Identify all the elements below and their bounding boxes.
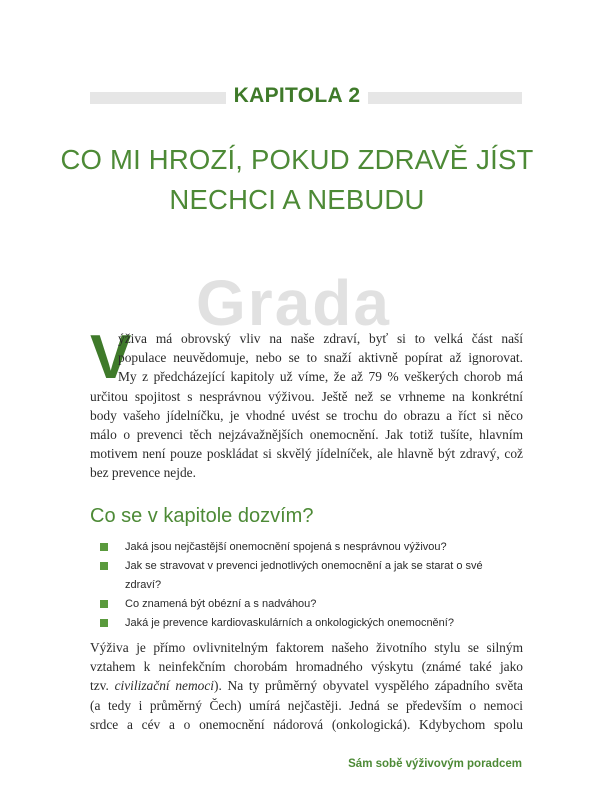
intro-line: body vašeho jídelníčku, je vhodné uvést se trochu do obrazu a říct si něco (90, 407, 523, 423)
watermark: Grada (196, 267, 391, 339)
chapter-title-line-1: CO MI HROZÍ, POKUD ZDRAVĚ JÍST (60, 144, 534, 175)
square-bullet-icon (100, 562, 108, 570)
intro-line: ýživa má obrovský vliv na naše zdraví, byť si to velká část naší (118, 331, 523, 346)
body-line-text: ). Na ty průměrný obyvatel vyspělého západního světa (214, 678, 523, 694)
list-item (100, 557, 522, 595)
body-line: Výživa je přímo ovlivnitelným faktorem našeho životního stylu se silným (90, 640, 523, 655)
intro-line: bez prevence nejde. (90, 465, 196, 481)
list-item-text: Co znamená být obézní a s nadváhou? (125, 598, 317, 610)
body-paragraph (90, 638, 523, 734)
chapter-label (0, 84, 594, 108)
list-item (100, 538, 522, 557)
intro-line: populace neuvědomuje, nebo se to snaží aktivně popírat až ignorovat. (118, 350, 523, 366)
body-line-text: tzv. (90, 678, 115, 694)
list-item (100, 614, 522, 633)
square-bullet-icon (100, 600, 108, 608)
body-line (90, 676, 523, 695)
list-item-text-continued: zdraví? (125, 579, 162, 591)
body-line: vztahem k neinfekčním chorobám hromadného výskytu (známé také jako (90, 659, 523, 675)
intro-line: My z předcházející kapitoly už víme, že až 79 % veškerých chorob má (118, 369, 523, 385)
square-bullet-icon (100, 619, 108, 627)
drop-cap: V (90, 323, 132, 392)
chapter-label-text: KAPITOLA 2 (226, 84, 369, 107)
body-line: srdce a cév a o onemocnění nádorová (onkologická). Kdybychom spolu (90, 716, 523, 732)
section-heading: Co se v kapitole dozvím? (90, 505, 314, 527)
intro-line: motivem není pouze poskládat si skvělý jídelníček, ale hlavně být zdravý, což (90, 446, 523, 462)
italic-term: civilizační nemoci (114, 678, 215, 694)
body-line: (a tedy i průměrný Čech) umírá nejčastěji. Jedná se především o nemoci (90, 697, 523, 713)
list-item-text: Jaká je prevence kardiovaskulárních a onkologických onemocnění? (125, 617, 454, 629)
chapter-title-line-2: NECHCI A NEBUDU (169, 184, 425, 215)
list-item-text: Jak se stravovat v prevenci jednotlivých onemocnění a jak se starat o své (125, 560, 483, 572)
list-item (100, 595, 522, 614)
list-item-text: Jaká jsou nejčastější onemocnění spojená s nesprávnou výživou? (125, 541, 447, 553)
intro-line: určitou spojitost s nesprávnou výživou. Ještě než se vrhneme na konkrétní (90, 388, 523, 404)
intro-paragraph (90, 323, 523, 483)
chapter-title (40, 140, 554, 220)
bullet-list (100, 538, 522, 633)
intro-line: málo o prevenci těch nejzávažnějších onemocnění. Jak totiž tušíte, hlavním (90, 426, 523, 442)
square-bullet-icon (100, 543, 108, 551)
running-footer: Sám sobě výživovým poradcem (348, 758, 522, 770)
